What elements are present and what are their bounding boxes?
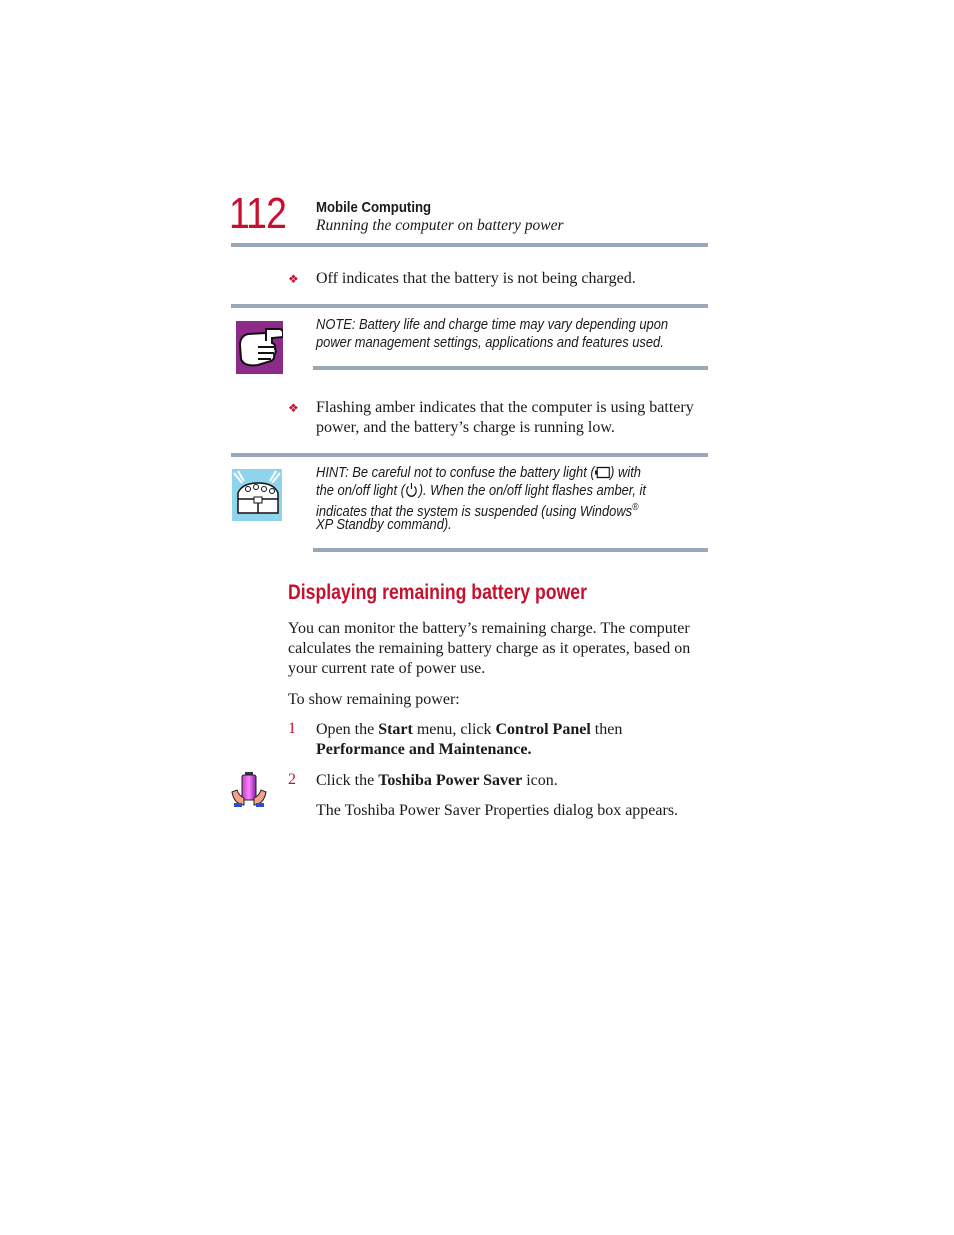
step-1-text-c: then <box>590 721 623 738</box>
bullet-flashing-line-1: Flashing amber indicates that the computer is using battery <box>316 399 694 416</box>
header-rule <box>231 243 708 247</box>
hint-bottom-rule <box>313 548 708 552</box>
chapter-title: Mobile Computing <box>316 199 432 216</box>
section-heading: Displaying remaining battery power <box>288 581 587 604</box>
step-2-number: 2 <box>288 771 296 788</box>
intro-line-2: calculates the remaining battery charge as it operates, based on <box>288 640 691 657</box>
treasure-chest-icon <box>232 469 282 521</box>
pointing-hand-icon <box>236 321 283 374</box>
step-1-performance-label: Performance and Maintenance. <box>316 741 532 758</box>
step-2-line-1 <box>316 771 558 791</box>
step-2-power-saver-label: Toshiba Power Saver <box>378 772 523 789</box>
step-1-start-label: Start <box>378 721 413 738</box>
hint-line-2-end: ). When the on/off light flashes amber, it <box>418 482 646 499</box>
bullet-off-text: Off indicates that the battery is not being charged. <box>316 270 636 287</box>
hint-top-rule <box>231 453 708 457</box>
intro-line-3: your current rate of power use. <box>288 660 486 677</box>
note-top-rule <box>231 304 708 308</box>
step-2-text-a: Click the <box>316 772 379 789</box>
hint-line-1 <box>316 464 641 484</box>
registered-mark: ® <box>632 502 639 513</box>
hint-line-3-text: indicates that the system is suspended (using Windows <box>316 503 633 520</box>
step-1-line-2 <box>316 740 532 760</box>
step-1-text-a: Open the <box>316 721 379 738</box>
section-title: Running the computer on battery power <box>316 217 564 234</box>
hint-line-4: XP Standby command). <box>316 516 452 533</box>
page-number: 112 <box>229 189 287 238</box>
step-2-text-b: icon. <box>522 772 558 789</box>
note-line-1: NOTE: Battery life and charge time may vary depending upon <box>316 316 669 333</box>
bullet-flashing-line-2: power, and the battery’s charge is running low. <box>316 419 615 436</box>
to-show-text: To show remaining power: <box>288 691 460 708</box>
hint-line-1-start: HINT: Be careful not to confuse the battery light ( <box>316 464 595 481</box>
bullet-icon: ❖ <box>288 401 299 415</box>
note-bottom-rule <box>313 366 708 370</box>
step-1-number: 1 <box>288 720 296 737</box>
hint-line-1-end: ) with <box>610 464 641 481</box>
step-1-control-panel-label: Control Panel <box>495 721 591 738</box>
result-text: The Toshiba Power Saver Properties dialog box appears. <box>316 802 679 819</box>
battery-icon <box>595 466 610 484</box>
bullet-icon: ❖ <box>288 272 299 286</box>
step-1-text-b: menu, click <box>412 721 496 738</box>
intro-line-1: You can monitor the battery’s remaining charge. The computer <box>288 620 690 637</box>
note-line-2: power management settings, applications and features used. <box>316 334 664 351</box>
hint-line-2-start: the on/off light ( <box>316 482 405 499</box>
step-1-line-1 <box>316 720 622 740</box>
battery-hands-icon <box>230 770 268 808</box>
